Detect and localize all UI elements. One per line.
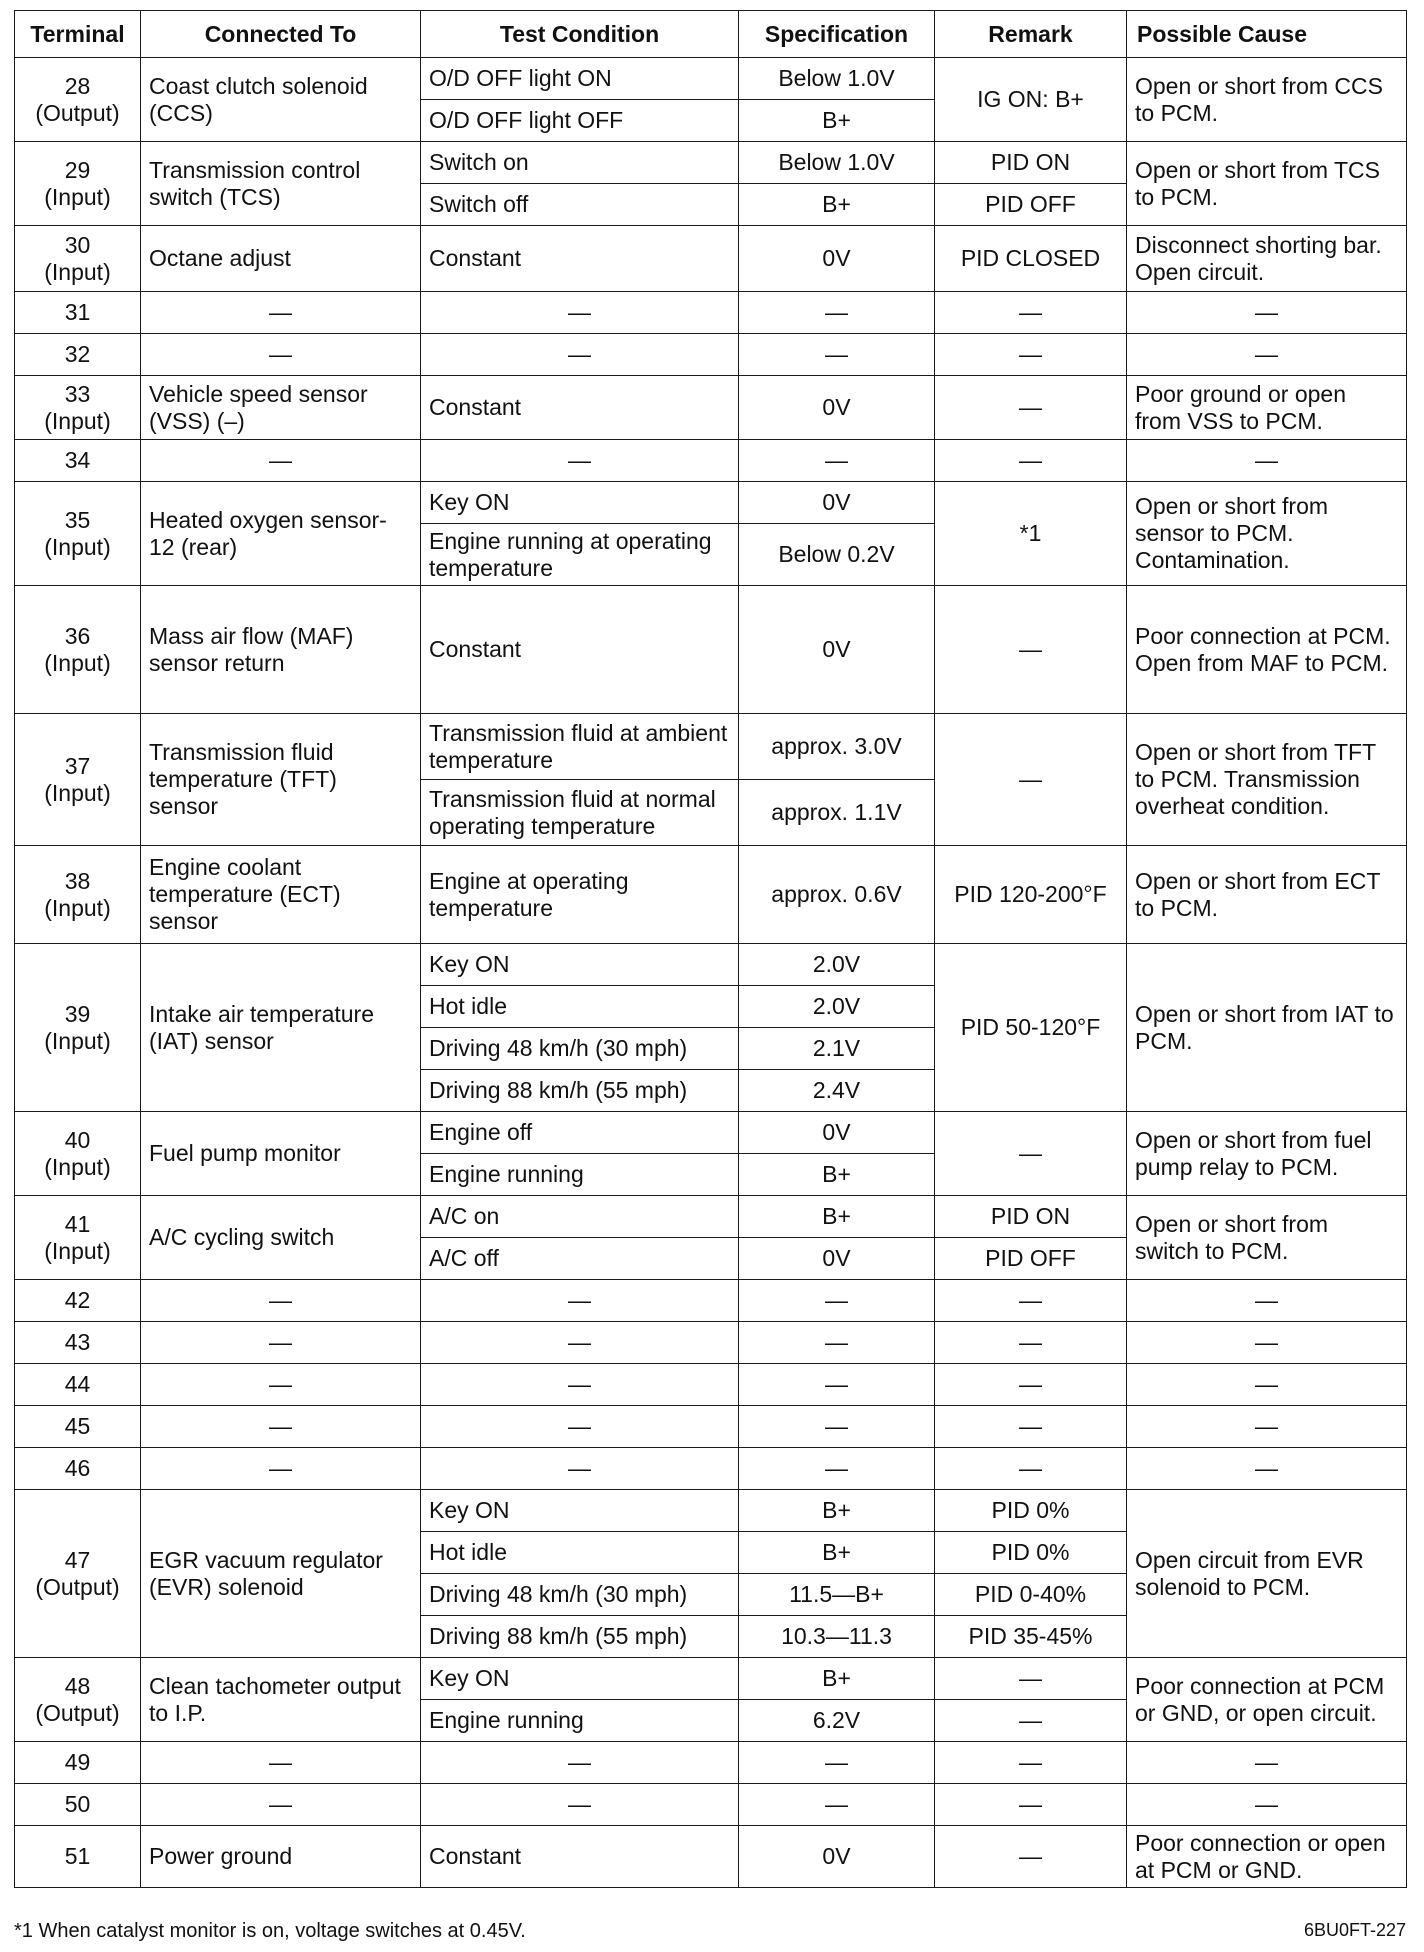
remark-cell: PID 0-40% [935,1574,1127,1616]
test-condition-cell: A/C off [421,1238,739,1280]
terminal-number: 36 [64,622,91,649]
connected-to-cell: — [141,1364,421,1406]
terminal-io: (Output) [35,1573,120,1600]
terminal-number: 37 [64,752,91,779]
specification-cell: 10.3—11.3 [739,1616,935,1658]
table-header-row [15,11,1407,58]
table-row [15,482,1407,524]
specification-cell: B+ [739,1154,935,1196]
possible-cause-cell: Open or short from CCS to PCM. [1127,58,1407,142]
test-condition-cell: — [421,334,739,376]
test-condition-cell: — [421,1280,739,1322]
table-row [15,586,1407,714]
remark-cell: — [935,334,1127,376]
table-row [15,226,1407,292]
terminal-number: 43 [15,1322,141,1364]
specification-cell: 0V [739,1238,935,1280]
specification-cell: B+ [739,1196,935,1238]
specification-cell: 0V [739,1826,935,1888]
terminal-io: (Input) [44,779,111,806]
terminal-number: 31 [15,292,141,334]
terminal-cell [15,1112,141,1196]
possible-cause-cell: Open or short from TCS to PCM. [1127,142,1407,226]
terminal-cell [15,58,141,142]
header-remark: Remark [935,11,1127,58]
table-row [15,1406,1407,1448]
figure-code: 6BU0FT-227 [1303,1920,1406,1940]
connected-to-cell: — [141,440,421,482]
possible-cause-cell: Poor connection or open at PCM or GND. [1127,1826,1407,1888]
terminal-io: (Output) [35,1699,120,1726]
remark-cell: — [935,1658,1127,1700]
test-condition-cell: Key ON [421,1658,739,1700]
terminal-cell [15,226,141,292]
test-condition-cell: Constant [421,226,739,292]
table-row [15,1826,1407,1888]
specification-cell: 0V [739,376,935,440]
remark-cell: — [935,440,1127,482]
terminal-io: (Input) [44,1027,111,1054]
terminal-io: (Input) [44,407,111,434]
terminal-cell [15,482,141,586]
connected-to-cell: EGR vacuum regulator (EVR) solenoid [141,1490,421,1658]
specification-cell: — [739,334,935,376]
test-condition-cell: Key ON [421,1490,739,1532]
remark-cell: PID 50-120°F [935,944,1127,1112]
possible-cause-cell: Open or short from fuel pump relay to PCM. [1127,1112,1407,1196]
test-condition-cell: Constant [421,586,739,714]
test-condition-cell: Transmission fluid at normal operating temperature [421,780,739,846]
specification-cell: 2.0V [739,944,935,986]
test-condition-cell: Driving 48 km/h (30 mph) [421,1574,739,1616]
specification-cell: B+ [739,184,935,226]
possible-cause-cell: — [1127,440,1407,482]
specification-cell: 0V [739,586,935,714]
test-condition-cell: Key ON [421,482,739,524]
specification-cell: — [739,1364,935,1406]
table-row [15,1490,1407,1532]
remark-cell: PID CLOSED [935,226,1127,292]
header-possible-cause: Possible Cause [1127,11,1407,58]
remark-cell: PID OFF [935,1238,1127,1280]
terminal-io: (Input) [44,649,111,676]
terminal-number: 32 [15,334,141,376]
remark-cell: PID 0% [935,1532,1127,1574]
test-condition-cell: Hot idle [421,1532,739,1574]
terminal-io: (Input) [44,894,111,921]
connected-to-cell: Heated oxygen sensor-12 (rear) [141,482,421,586]
possible-cause-cell: — [1127,1742,1407,1784]
terminal-number: 51 [15,1826,141,1888]
remark-cell: — [935,714,1127,846]
terminal-io: (Input) [44,1153,111,1180]
table-row [15,440,1407,482]
terminal-io: (Output) [35,99,120,126]
possible-cause-cell: Poor connection at PCM. Open from MAF to PCM. [1127,586,1407,714]
possible-cause-cell: Open or short from ECT to PCM. [1127,846,1407,944]
test-condition-cell: Driving 88 km/h (55 mph) [421,1616,739,1658]
terminal-number: 39 [64,1000,91,1027]
connected-to-cell: Octane adjust [141,226,421,292]
table-row [15,1658,1407,1700]
terminal-cell [15,1490,141,1658]
table-row [15,1742,1407,1784]
possible-cause-cell: Open or short from TFT to PCM. Transmission overheat condition. [1127,714,1407,846]
terminal-number: 47 [64,1546,91,1573]
terminal-number: 42 [15,1280,141,1322]
specification-cell: 0V [739,226,935,292]
test-condition-cell: O/D OFF light ON [421,58,739,100]
test-condition-cell: Engine running at operating temperature [421,524,739,586]
test-condition-cell: O/D OFF light OFF [421,100,739,142]
remark-cell: — [935,1322,1127,1364]
test-condition-cell: — [421,1742,739,1784]
test-condition-cell: Engine running [421,1700,739,1742]
terminal-cell [15,142,141,226]
connected-to-cell: Coast clutch solenoid (CCS) [141,58,421,142]
test-condition-cell: Key ON [421,944,739,986]
specification-cell: approx. 3.0V [739,714,935,780]
test-condition-cell: Driving 48 km/h (30 mph) [421,1028,739,1070]
test-condition-cell: Transmission fluid at ambient temperature [421,714,739,780]
test-condition-cell: — [421,1448,739,1490]
specification-cell: 2.4V [739,1070,935,1112]
specification-cell: 0V [739,482,935,524]
connected-to-cell: Clean tachometer output to I.P. [141,1658,421,1742]
specification-cell: — [739,1448,935,1490]
table-row [15,142,1407,184]
test-condition-cell: Switch off [421,184,739,226]
connected-to-cell: Intake air temperature (IAT) sensor [141,944,421,1112]
connected-to-cell: Transmission fluid temperature (TFT) sensor [141,714,421,846]
connected-to-cell: — [141,1784,421,1826]
table-row [15,846,1407,944]
test-condition-cell: Constant [421,376,739,440]
terminal-cell [15,1196,141,1280]
specification-cell: 11.5—B+ [739,1574,935,1616]
specification-cell: approx. 1.1V [739,780,935,846]
header-connected-to: Connected To [141,11,421,58]
test-condition-cell: — [421,1364,739,1406]
terminal-io: (Input) [44,258,111,285]
terminal-number: 30 [64,231,91,258]
possible-cause-cell: Poor connection at PCM or GND, or open circuit. [1127,1658,1407,1742]
terminal-number: 49 [15,1742,141,1784]
terminal-number: 45 [15,1406,141,1448]
specification-cell: B+ [739,1532,935,1574]
possible-cause-cell: — [1127,1448,1407,1490]
terminal-cell [15,586,141,714]
possible-cause-cell: — [1127,1784,1407,1826]
possible-cause-cell: — [1127,1322,1407,1364]
specification-cell: 2.0V [739,986,935,1028]
table-row [15,1364,1407,1406]
remark-cell: — [935,1448,1127,1490]
connected-to-cell: — [141,334,421,376]
remark-cell: PID 35-45% [935,1616,1127,1658]
specification-cell: Below 0.2V [739,524,935,586]
terminal-number: 40 [64,1126,91,1153]
terminal-io: (Input) [44,1237,111,1264]
remark-cell: PID 0% [935,1490,1127,1532]
table-row [15,1112,1407,1154]
table-row [15,376,1407,440]
remark-cell: — [935,1280,1127,1322]
table-row [15,944,1407,986]
possible-cause-cell: — [1127,1406,1407,1448]
connected-to-cell: — [141,1742,421,1784]
specification-cell: 0V [739,1112,935,1154]
terminal-cell [15,376,141,440]
possible-cause-cell: Open circuit from EVR solenoid to PCM. [1127,1490,1407,1658]
test-condition-cell: Constant [421,1826,739,1888]
remark-cell: PID 120-200°F [935,846,1127,944]
table-row [15,58,1407,100]
remark-cell: — [935,1700,1127,1742]
table-row [15,334,1407,376]
possible-cause-cell: Open or short from IAT to PCM. [1127,944,1407,1112]
table-row [15,1196,1407,1238]
connected-to-cell: Power ground [141,1826,421,1888]
terminal-number: 34 [15,440,141,482]
remark-cell: — [935,1784,1127,1826]
connected-to-cell: — [141,292,421,334]
specification-cell: Below 1.0V [739,58,935,100]
test-condition-cell: — [421,292,739,334]
possible-cause-cell: — [1127,1364,1407,1406]
connected-to-cell: A/C cycling switch [141,1196,421,1280]
remark-cell: PID ON [935,142,1127,184]
table-row [15,292,1407,334]
terminal-cell [15,846,141,944]
possible-cause-cell: Open or short from sensor to PCM. Contamination. [1127,482,1407,586]
specification-cell: — [739,440,935,482]
header-specification: Specification [739,11,935,58]
terminal-io: (Input) [44,183,111,210]
table-row [15,1280,1407,1322]
table-row [15,1322,1407,1364]
test-condition-cell: Engine off [421,1112,739,1154]
specification-cell: — [739,1784,935,1826]
connected-to-cell: Fuel pump monitor [141,1112,421,1196]
test-condition-cell: Engine at operating temperature [421,846,739,944]
test-condition-cell: — [421,1322,739,1364]
specification-cell: 2.1V [739,1028,935,1070]
pcm-terminal-spec-table [14,10,1407,1888]
connected-to-cell: Engine coolant temperature (ECT) sensor [141,846,421,944]
specification-cell: approx. 0.6V [739,846,935,944]
header-terminal: Terminal [15,11,141,58]
connected-to-cell: — [141,1280,421,1322]
table-row [15,714,1407,780]
test-condition-cell: — [421,440,739,482]
remark-cell: — [935,586,1127,714]
remark-cell: — [935,1112,1127,1196]
terminal-number: 38 [64,867,91,894]
possible-cause-cell: Open or short from switch to PCM. [1127,1196,1407,1280]
test-condition-cell: — [421,1784,739,1826]
remark-cell: — [935,1406,1127,1448]
table-row [15,1448,1407,1490]
test-condition-cell: Driving 88 km/h (55 mph) [421,1070,739,1112]
possible-cause-cell: Poor ground or open from VSS to PCM. [1127,376,1407,440]
specification-cell: — [739,1322,935,1364]
terminal-number: 44 [15,1364,141,1406]
terminal-number: 33 [64,380,91,407]
connected-to-cell: Vehicle speed sensor (VSS) (–) [141,376,421,440]
possible-cause-cell: — [1127,334,1407,376]
header-test-condition: Test Condition [421,11,739,58]
remark-cell: *1 [935,482,1127,586]
terminal-number: 50 [15,1784,141,1826]
possible-cause-cell: Disconnect shorting bar. Open circuit. [1127,226,1407,292]
specification-cell: — [739,1280,935,1322]
specification-cell: — [739,1406,935,1448]
specification-cell: 6.2V [739,1700,935,1742]
terminal-number: 35 [64,506,91,533]
specification-cell: — [739,1742,935,1784]
terminal-number: 46 [15,1448,141,1490]
terminal-cell [15,944,141,1112]
terminal-cell [15,714,141,846]
connected-to-cell: — [141,1448,421,1490]
connected-to-cell: — [141,1406,421,1448]
footnote: *1 When catalyst monitor is on, voltage switches at 0.45V. [14,1920,526,1942]
remark-cell: PID OFF [935,184,1127,226]
terminal-cell [15,1658,141,1742]
terminal-io: (Input) [44,533,111,560]
terminal-number: 48 [64,1672,91,1699]
table-row [15,1784,1407,1826]
test-condition-cell: Hot idle [421,986,739,1028]
remark-cell: — [935,1826,1127,1888]
connected-to-cell: Mass air flow (MAF) sensor return [141,586,421,714]
possible-cause-cell: — [1127,292,1407,334]
remark-cell: IG ON: B+ [935,58,1127,142]
terminal-number: 41 [64,1210,91,1237]
specification-cell: B+ [739,100,935,142]
specification-cell: — [739,292,935,334]
test-condition-cell: — [421,1406,739,1448]
remark-cell: — [935,1364,1127,1406]
remark-cell: — [935,292,1127,334]
test-condition-cell: Switch on [421,142,739,184]
terminal-number: 29 [64,156,91,183]
remark-cell: — [935,376,1127,440]
specification-cell: B+ [739,1658,935,1700]
terminal-number: 28 [64,72,91,99]
remark-cell: — [935,1742,1127,1784]
connected-to-cell: — [141,1322,421,1364]
specification-cell: B+ [739,1490,935,1532]
possible-cause-cell: — [1127,1280,1407,1322]
remark-cell: PID ON [935,1196,1127,1238]
connected-to-cell: Transmission control switch (TCS) [141,142,421,226]
test-condition-cell: Engine running [421,1154,739,1196]
specification-cell: Below 1.0V [739,142,935,184]
test-condition-cell: A/C on [421,1196,739,1238]
